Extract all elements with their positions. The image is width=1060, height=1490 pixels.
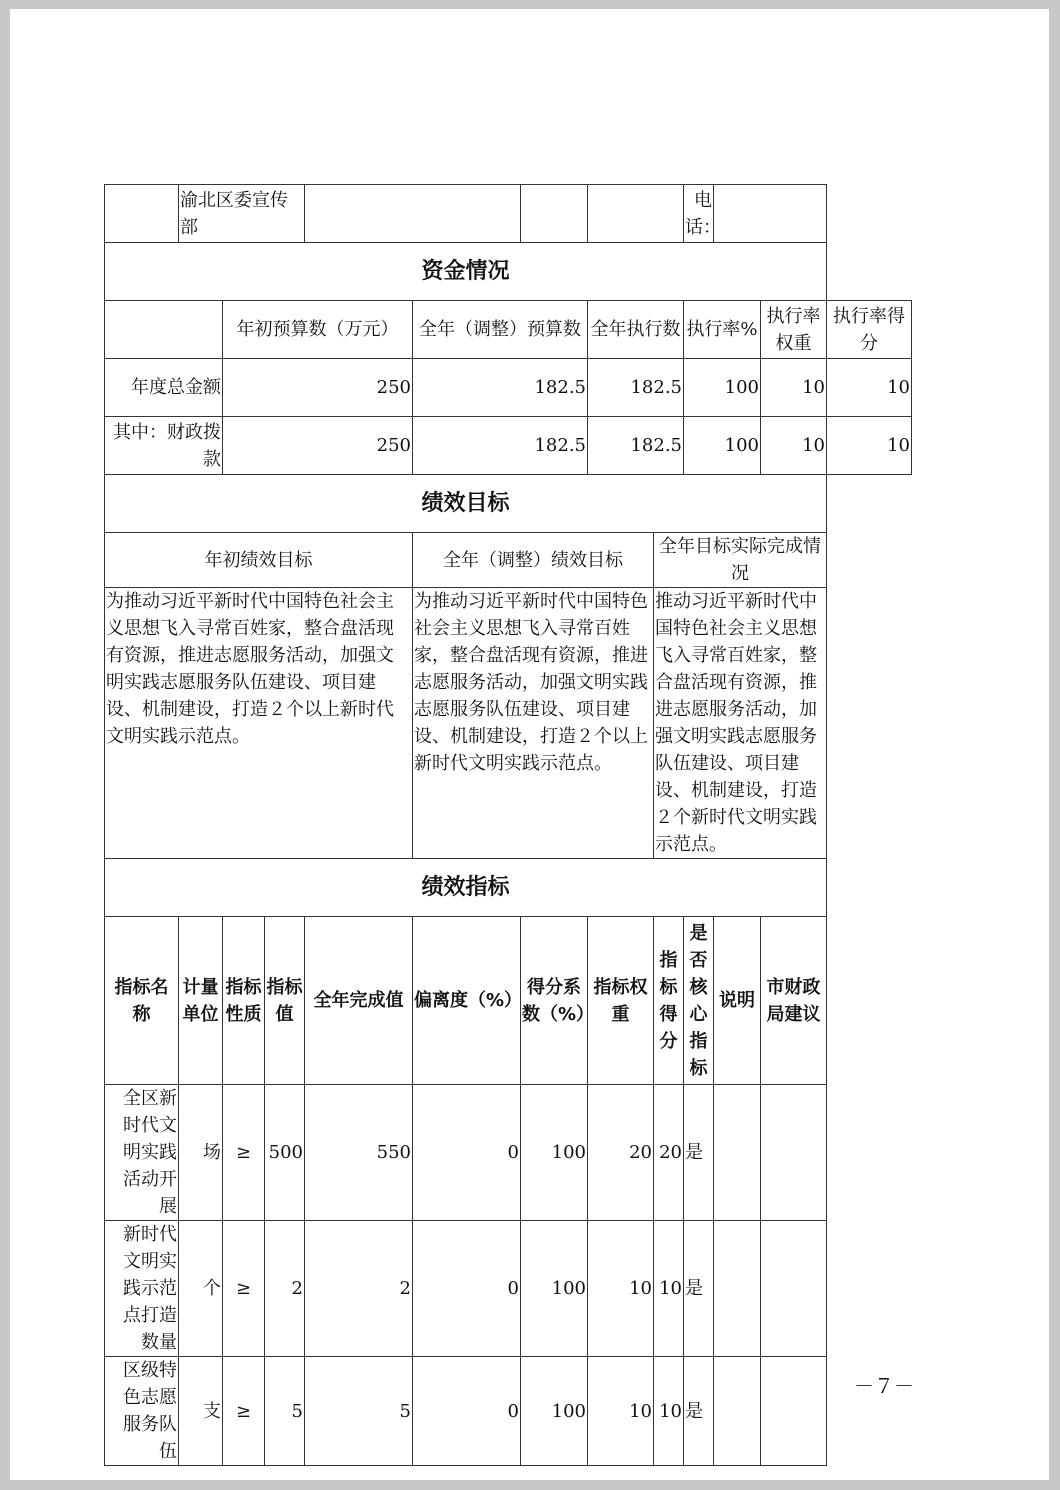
funds-cell: 182.5 <box>413 359 588 417</box>
funds-cell: 10 <box>827 359 912 417</box>
funds-row <box>105 417 912 475</box>
indicator-note-cell <box>714 1221 761 1357</box>
funds-header: 执行率得分 <box>827 301 912 359</box>
funds-row <box>105 359 912 417</box>
indicator-header: 是否核心指标 <box>684 917 714 1085</box>
indicator-target-cell: 5 <box>265 1357 305 1466</box>
indicator-header: 偏离度（%） <box>413 917 521 1085</box>
indicators-title: 绩效指标 <box>105 859 827 917</box>
funds-header-row <box>105 301 912 359</box>
performance-table <box>104 184 912 1466</box>
indicator-weight-cell: 10 <box>588 1357 654 1466</box>
indicator-note-cell <box>714 1085 761 1221</box>
indicator-note-cell <box>714 1357 761 1466</box>
indicator-coef-cell: 100 <box>521 1085 588 1221</box>
funds-cell: 100 <box>684 359 761 417</box>
table-row <box>105 1221 912 1357</box>
indicators-header-row <box>105 917 912 1085</box>
indicator-unit-cell: 支 <box>179 1357 223 1466</box>
funds-header: 年初预算数（万元） <box>223 301 413 359</box>
funds-cell: 182.5 <box>413 417 588 475</box>
indicator-score-cell: 20 <box>654 1085 684 1221</box>
indicator-advice-cell <box>761 1357 827 1466</box>
funds-cell: 182.5 <box>588 417 684 475</box>
funds-cell: 10 <box>761 417 827 475</box>
table-row <box>105 1357 912 1466</box>
indicator-nature-cell: ≥ <box>223 1357 265 1466</box>
funds-row-label: 年度总金额 <box>105 359 223 417</box>
indicator-deviation-cell: 0 <box>413 1221 521 1357</box>
indicator-target-cell: 500 <box>265 1085 305 1221</box>
contact-row <box>105 185 912 243</box>
indicator-advice-cell <box>761 1221 827 1357</box>
indicator-core-cell: 是 <box>684 1085 714 1221</box>
goals-header: 全年（调整）绩效目标 <box>413 533 654 588</box>
goals-text-row <box>105 588 912 859</box>
indicator-target-cell: 2 <box>265 1221 305 1357</box>
indicator-core-cell: 是 <box>684 1221 714 1357</box>
funds-cell: 250 <box>223 359 413 417</box>
goals-header-row <box>105 533 912 588</box>
indicator-name-cell: 新时代文明实践示范点打造数量 <box>105 1221 179 1357</box>
indicator-name-cell: 全区新时代文明实践活动开展 <box>105 1085 179 1221</box>
indicator-actual-cell: 550 <box>305 1085 413 1221</box>
funds-cell: 10 <box>761 359 827 417</box>
indicator-header: 说明 <box>714 917 761 1085</box>
indicator-header: 指标名称 <box>105 917 179 1085</box>
indicator-coef-cell: 100 <box>521 1221 588 1357</box>
funds-row-label: 其中：财政拨款 <box>105 417 223 475</box>
indicator-nature-cell: ≥ <box>223 1221 265 1357</box>
indicator-deviation-cell: 0 <box>413 1357 521 1466</box>
phone-label: 电话： <box>684 185 714 243</box>
funds-cell: 100 <box>684 417 761 475</box>
indicator-deviation-cell: 0 <box>413 1085 521 1221</box>
goal-initial-text: 为推动习近平新时代中国特色社会主义思想飞入寻常百姓家，整合盘活现有资源，推进志愿服务活动，加强文明实践志愿服务队伍建设、项目建设、机制建设，打造２个以上新时代文明实践示范点。 <box>105 588 413 859</box>
goals-header: 年初绩效目标 <box>105 533 413 588</box>
indicator-header: 指标性质 <box>223 917 265 1085</box>
indicator-nature-cell: ≥ <box>223 1085 265 1221</box>
page-number: －７－ <box>854 1374 914 1398</box>
indicator-header: 全年完成值 <box>305 917 413 1085</box>
funds-title: 资金情况 <box>105 243 827 301</box>
goals-header: 全年目标实际完成情况 <box>654 533 827 588</box>
funds-header: 全年执行数 <box>588 301 684 359</box>
indicator-core-cell: 是 <box>684 1357 714 1466</box>
indicator-actual-cell: 2 <box>305 1221 413 1357</box>
indicator-header: 指标值 <box>265 917 305 1085</box>
table-row <box>105 1085 912 1221</box>
indicator-name-cell: 区级特色志愿服务队伍 <box>105 1357 179 1466</box>
goal-adjusted-text: 为推动习近平新时代中国特色社会主义思想飞入寻常百姓家，整合盘活现有资源，推进志愿服务活动，加强文明实践志愿服务队伍建设、项目建设、机制建设，打造２个以上新时代文明实践示范点。 <box>413 588 654 859</box>
funds-cell: 250 <box>223 417 413 475</box>
funds-cell: 182.5 <box>588 359 684 417</box>
indicator-header: 计量单位 <box>179 917 223 1085</box>
indicator-header: 指标权重 <box>588 917 654 1085</box>
indicator-weight-cell: 10 <box>588 1221 654 1357</box>
unit-name: 渝北区委宣传部 <box>179 185 305 243</box>
funds-header: 执行率% <box>684 301 761 359</box>
indicator-header: 指标得分 <box>654 917 684 1085</box>
funds-header: 全年（调整）预算数 <box>413 301 588 359</box>
indicator-header: 市财政局建议 <box>761 917 827 1085</box>
indicator-score-cell: 10 <box>654 1221 684 1357</box>
indicator-actual-cell: 5 <box>305 1357 413 1466</box>
funds-header: 执行率权重 <box>761 301 827 359</box>
indicator-advice-cell <box>761 1085 827 1221</box>
funds-cell: 10 <box>827 417 912 475</box>
indicator-unit-cell: 个 <box>179 1221 223 1357</box>
indicator-score-cell: 10 <box>654 1357 684 1466</box>
indicator-unit-cell: 场 <box>179 1085 223 1221</box>
indicator-weight-cell: 20 <box>588 1085 654 1221</box>
indicator-header: 得分系数（%） <box>521 917 588 1085</box>
goal-actual-text: 推动习近平新时代中国特色社会主义思想飞入寻常百姓家，整合盘活现有资源，推进志愿服务活动，加强文明实践志愿服务队伍建设、项目建设、机制建设，打造２个新时代文明实践示范点。 <box>654 588 827 859</box>
indicator-coef-cell: 100 <box>521 1357 588 1466</box>
goals-title: 绩效目标 <box>105 475 827 533</box>
